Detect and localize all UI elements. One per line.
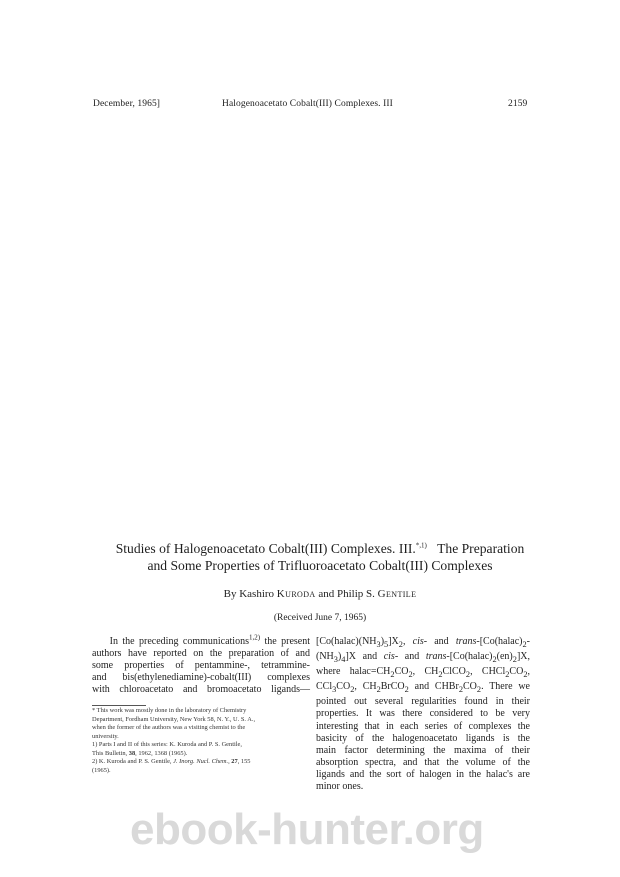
body-line: interesting that in each series of complexes the <box>316 720 530 732</box>
author-byline: By Kashiro Kuroda and Philip S. Gentile <box>223 588 417 600</box>
received-date: (Received June 7, 1965) <box>273 613 367 623</box>
body-line: and bis(ethylenediamine)-cobalt(III) complexes <box>92 672 310 684</box>
body-line: minor ones. <box>316 781 364 793</box>
body-line: where $halac=CH_2CO_2$, $CH_2ClCO_2$, $CHCl_2CO_2$, <box>316 666 530 680</box>
body-line: absorption spectra, and that the volume of the <box>316 756 530 768</box>
footnote-1: 1) Parts I and II of this series: K. Kuroda and P. S. Gentile, This Bulletin, 38, 1962, 1368 (1965). <box>92 741 242 757</box>
body-line: basicity of the halogenoacetato ligands is the <box>316 732 530 744</box>
article-title-line-2: and Some Properties of Trifluoroacetato Cobalt(III) Complexes <box>147 558 493 573</box>
running-header-date: December, 1965] <box>93 99 161 109</box>
footnote-asterisk: * This work was mostly done in the laboratory of Chemistry Department, Fordham University, New York 58, N. Y., U. S. A., when the former of the authors was a visiting chemist to the university. <box>92 707 256 740</box>
body-column-left <box>92 633 311 696</box>
body-line: In the preceding communications$^{1,2)}$ the present <box>92 633 311 647</box>
body-line: some properties of pentammine-, tetrammine- <box>92 660 310 672</box>
body-line: $[Co(halac)(NH_3)_5]X_2$, cis- and trans-[$Co(halac)_2-$ <box>316 636 530 649</box>
watermark-text: ebook-hunter.org <box>130 805 484 854</box>
article-title-line-1: Studies of Halogenoacetato Cobalt(III) Complexes. III.$^{*,1)}$ The Preparation <box>115 541 525 556</box>
page-number: 2159 <box>508 99 528 109</box>
footnote-divider <box>92 705 146 706</box>
body-line: ligands and the sort of halogen in the halac's are <box>316 768 530 780</box>
body-column-right <box>316 636 530 793</box>
body-line: properties. It was there considered to be very <box>316 708 530 720</box>
body-line: with chloroacetato and bromoacetato ligands— <box>92 684 310 696</box>
body-line: pointed out several regularities found in their <box>316 696 530 708</box>
body-line: $CCl_3CO_2$, $CH_2BrCO_2$ and $CHBr_2CO_2$. There we <box>316 681 530 695</box>
body-line: main factor determining the maxima of their <box>316 744 530 756</box>
body-line: authors have reported on the preparation of and <box>92 648 310 660</box>
footnote-2: 2) K. Kuroda and P. S. Gentile, J. Inorg. Nucl. Chem., 27, 155 (1965). <box>92 758 251 774</box>
running-header-title: Halogenoacetato Cobalt(III) Complexes. III <box>222 99 393 109</box>
body-line: $(NH_3)_4]X$ and cis- and trans-$[Co(halac)_2(en)_2]X$, <box>316 651 530 665</box>
